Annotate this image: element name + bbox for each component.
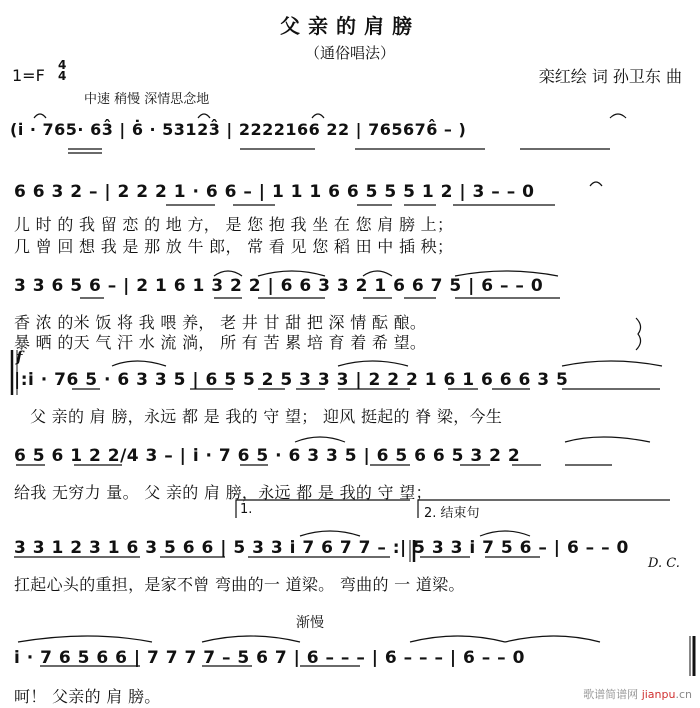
key-signature: 1=F (12, 66, 45, 85)
lyric-line-2b: 几 曾 回 想 我 是 那 放 牛 郎， 常 看 见 您 稻 田 中 插 秧； (14, 237, 454, 256)
slur (610, 114, 626, 118)
lyric-line-6: 扛起心头的重担，是家不曾 弯曲的一 道梁。 弯曲的 一 道梁。 (14, 575, 465, 594)
time-signature-bottom: 4 (58, 69, 67, 83)
notation-line-5: 6 5 6 1 2 2/4 3 – | i̇ · 7 6 5 · 6 3 3 5 | 6 5 6 6 5 3 2 2 (14, 446, 521, 466)
notation-line-1: (i̇ · 765· 63̂ | 6̇ · 53123̂ | 2222166 22 | 765676̂ – ) (10, 120, 467, 139)
lyric-line-7: 呵！ 父亲的 肩 膀。 (14, 687, 161, 706)
time-signature-top: 4 (58, 58, 67, 72)
song-subtitle: （通俗唱法） (304, 44, 395, 62)
notation-line-6: 3 3 1 2 3 1 6 3 5 6 6 | 5 3 3 i̇ 7 6 7 7 – :| 5 3 3 i̇ 7 5 6 – | 6 – – 0 (14, 538, 629, 558)
tempo-marking: 中速 稍慢 深情思念地 (84, 92, 210, 107)
slur (34, 114, 46, 118)
watermark-tld: .cn (675, 688, 692, 701)
notation-line-2: 6 6 3 2 – | 2 2 2 1 · 6 6 – | 1 1 1 6 6 5 5 5 1 2 | 3 – – 0 (14, 182, 535, 202)
lyric-line-3b: 暴 晒 的天 气 汗 水 流 淌， 所 有 苦 累 培 育 着 希 望。 (14, 333, 427, 352)
dc-marking: D. C. (648, 556, 680, 571)
watermark-site-en: jianpu (641, 688, 676, 701)
time-signature (58, 60, 66, 82)
slur (312, 114, 324, 118)
notation-line-7: i̇ · 7 6 5 6 6 | 7 7 7 7 – 5 6 7 | 6 – – – | 6 – – – | 6 – – 0 (14, 648, 525, 668)
dynamic-marking: f (16, 348, 23, 366)
volta-2-label: 2. 结束句 (424, 506, 480, 521)
lyric-line-3a: 香 浓 的米 饭 将 我 喂 养， 老 井 甘 甜 把 深 情 酝 酿。 (14, 313, 427, 332)
lyric-line-4: 父 亲的 肩 膀，永远 都 是 我的 守 望； 迎风 挺起的 脊 梁，今生 (30, 407, 503, 426)
credits: 栾红绘 词 孙卫东 曲 (538, 67, 682, 86)
slur (198, 114, 210, 118)
song-title: 父亲的肩膀 (280, 14, 420, 38)
watermark-site-cn: 歌谱简谱网 (583, 688, 639, 701)
lyric-line-2a: 儿 时 的 我 留 恋 的 地 方， 是 您 抱 我 坐 在 您 肩 膀 上； (14, 215, 454, 234)
notation-line-3: 3 3 6 5 6 – | 2 1 6 1 3 2 2 | 6 6 3 3 2 1 6 6 7 5 | 6 – – 0 (14, 276, 544, 296)
volta-1-label: 1. (240, 502, 253, 517)
watermark (583, 686, 692, 702)
notation-line-4: |:i̇ · 76 5 · 6 3 3 5 | 6 5 5 2 5 3 3 3 | 2 2 2 1 6 1 6 6 6 3 5 (14, 370, 569, 390)
lyric-line-5: 给我 无穷力 量。 父 亲的 肩 膀，永远 都 是 我的 守 望； (14, 483, 432, 502)
expression-marking: 渐慢 (296, 615, 324, 631)
